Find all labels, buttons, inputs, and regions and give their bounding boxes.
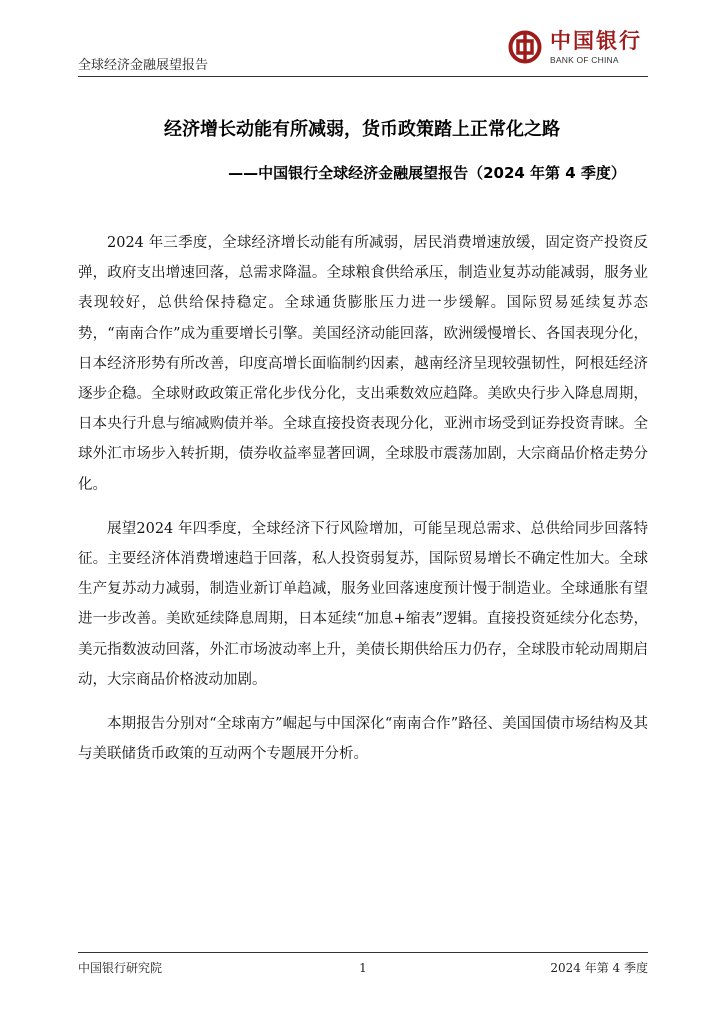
page-footer xyxy=(78,952,648,992)
header-divider xyxy=(78,76,648,77)
logo-english-name: BANK OF CHINA xyxy=(550,55,619,65)
summary-paragraph: 2024 年三季度，全球经济增长动能有所减弱，居民消费增速放缓，固定资产投资反弹，政府支出增速回落，总需求降温。全球粮食供给承压，制造业复苏动能减弱，服务业表现较好，总供给保持稳定。全球通货膨胀压力进一步缓解。国际贸易延续复苏态势，“南南合作”成为重要增长引擎。美国经济动能回落，欧洲缓慢增长、各国表现分化，日本经济形势有所改善，印度高增长面临制约因素，越南经济呈现较强韧性，阿根廷经济逐步企稳。全球财政政策正常化步伐分化，支出乘数效应趋降。美欧央行步入降息周期，日本央行升息与缩减购债并举。全球直接投资表现分化，亚洲市场受到证券投资青睐。全球外汇市场步入转折期，债券收益率显著回调，全球股市震荡加剧，大宗商品价格走势分化。 xyxy=(78,235,648,493)
page-number: 1 xyxy=(359,961,367,975)
summary-body xyxy=(78,228,648,783)
logo-chinese-name: 中国银行 xyxy=(550,28,642,53)
page-header xyxy=(78,0,648,80)
footer-quarter: 2024 年第 4 季度 xyxy=(550,961,648,975)
footer-institute: 中国银行研究院 xyxy=(78,961,163,975)
summary-paragraph: 展望2024 年四季度，全球经济下行风险增加，可能呈现总需求、总供给同步回落特征。主要经济体消费增速趋于回落，私人投资弱复苏，国际贸易增长不确定性加大。全球生产复苏动力减弱，制造业新订单趋减，服务业回落速度预计慢于制造业。全球通胀有望进一步改善。美欧延续降息周期，日本延续“加息+缩表”逻辑。直接投资延续分化态势，美元指数波动回落，外汇市场波动率上升，美债长期供给压力仍存，全球股市轮动周期启动，大宗商品价格波动加剧。 xyxy=(78,520,648,688)
bank-of-china-logo xyxy=(508,28,648,72)
footer-divider xyxy=(78,952,648,953)
summary-paragraph: 本期报告分别对“全球南方”崛起与中国深化“南南合作”路径、美国国债市场结构及其与美联储货币政策的互动两个专题展开分析。 xyxy=(78,716,648,763)
bank-of-china-emblem-icon xyxy=(508,30,542,64)
report-main-title: 经济增长动能有所减弱，货币政策踏上正常化之路 xyxy=(164,119,560,141)
report-subtitle: ——中国银行全球经济金融展望报告（2024 年第 4 季度） xyxy=(228,164,626,183)
header-report-title: 全球经济金融展望报告 xyxy=(78,58,209,73)
